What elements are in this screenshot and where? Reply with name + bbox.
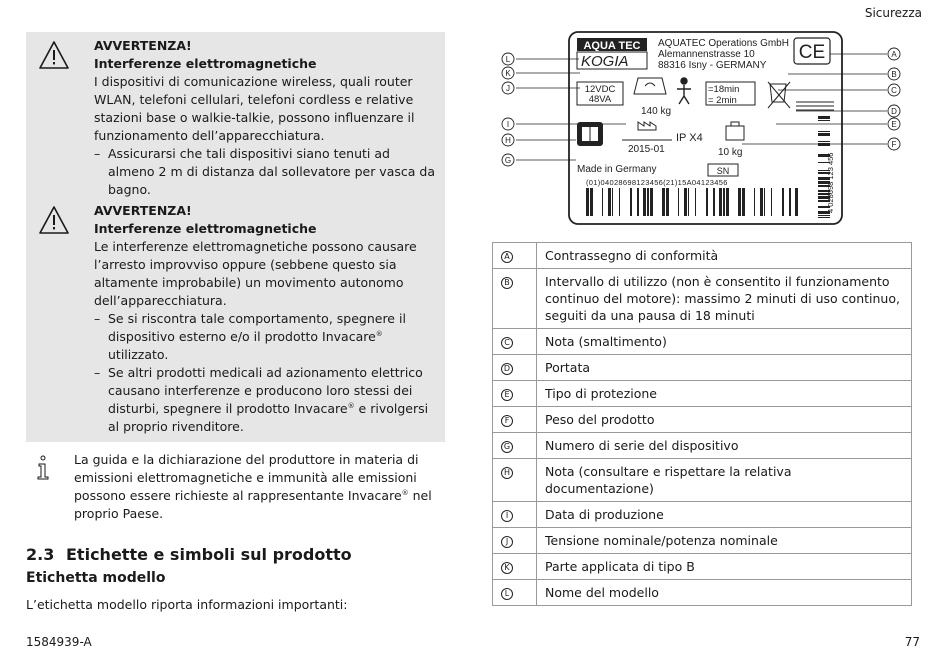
legend-key: J: [501, 536, 513, 548]
label-model: KOGIA: [581, 53, 629, 70]
label-callout-letter: L: [505, 55, 511, 64]
legend-row: [493, 502, 912, 528]
label-callout-letter: C: [891, 86, 897, 95]
warning-title: AVVERTENZA!: [94, 38, 192, 53]
legend-row: [493, 407, 912, 433]
legend-key: E: [501, 389, 513, 401]
legend-row: [493, 459, 912, 502]
legend-description: Parte applicata di tipo B: [537, 554, 912, 580]
legend-row: [493, 554, 912, 580]
label-callout-letter: E: [891, 120, 897, 129]
section-heading: 2.3 Etichette e simboli sul prodotto: [26, 545, 352, 564]
legend-key: F: [501, 415, 513, 427]
label-company-line1: AQUATEC Operations GmbH: [658, 38, 789, 49]
label-callout-letter: G: [504, 156, 512, 165]
label-ce-mark: CE: [798, 42, 826, 63]
document-number: 1584939-A: [26, 635, 92, 649]
page-number: 77: [904, 635, 920, 649]
lead-text: L’etichetta modello riporta informazioni importanti:: [26, 597, 348, 612]
label-callout-letter: A: [891, 50, 897, 59]
warning-box-2: [26, 197, 445, 442]
legend-row: [493, 433, 912, 459]
legend-row: [493, 243, 912, 269]
legend-description: Tipo di protezione: [537, 381, 912, 407]
legend-row: [493, 269, 912, 329]
legend-row: [493, 355, 912, 381]
label-duty-off: = 2min: [708, 95, 737, 106]
label-brand: AQUA TEC: [583, 40, 641, 52]
product-label-illustration: [496, 28, 916, 234]
consult-documentation-icon: [577, 122, 603, 146]
label-callout-letter: F: [891, 140, 897, 149]
label-callout-letter: H: [505, 136, 511, 145]
legend-description: Intervallo di utilizzo (non è consentito il funzionamento continuo del motore): massimo 2 minuti di uso continuo, seguiti da una pausa di 18 minuti: [537, 269, 912, 329]
legend-description: Contrassegno di conformità: [537, 243, 912, 269]
label-vertical-barcode-text: 4 028698 123 456: [826, 152, 835, 213]
label-callout-letter: D: [891, 107, 897, 116]
warning-title: AVVERTENZA!: [94, 203, 192, 218]
warning-triangle-icon: [38, 205, 70, 235]
legend-row: [493, 580, 912, 606]
legend-description: Data di produzione: [537, 502, 912, 528]
legend-row: [493, 329, 912, 355]
subsection-heading: Etichetta modello: [26, 570, 166, 586]
label-production-date: 2015-01: [628, 144, 665, 155]
label-weight-capacity: 140 kg: [641, 106, 672, 117]
label-sn: SN: [716, 166, 730, 176]
legend-key: H: [501, 467, 513, 479]
legend-description: Numero di serie del dispositivo: [537, 433, 912, 459]
legend-row: [493, 528, 912, 554]
legend-key: A: [501, 251, 513, 263]
warning-box-1: [26, 32, 445, 205]
legend-key: G: [501, 441, 513, 453]
legend-key: L: [501, 588, 513, 600]
warning-bullet: – Assicurarsi che tali dispositivi siano tenuti ad almeno 2 m di distanza dal sollevatore per vasca da bagno.: [94, 145, 435, 199]
legend-description: Nome del modello: [537, 580, 912, 606]
legend-description: Nota (consultare e rispettare la relativa documentazione): [537, 459, 912, 502]
warning-subtitle: Interferenze elettromagnetiche: [94, 221, 317, 236]
warning-body: I dispositivi di comunicazione wireless, quali router WLAN, telefoni cellulari, telefoni cordless e relative stazioni base o walkie-talkie, possono influenzare il funzionamento dell’apparecchiatura.: [94, 74, 415, 143]
legend-description: Nota (smaltimento): [537, 329, 912, 355]
label-power: 48VA: [588, 94, 612, 105]
warning-body: Le interferenze elettromagnetiche possono causare l’arresto improvviso oppure (sebbene questo sia altamente improbabile) un movimento autonomo dell’apparecchiatura.: [94, 239, 417, 308]
label-duty-on: =18min: [708, 84, 740, 95]
warning-bullets: [94, 310, 435, 436]
label-company-line3: 88316 Isny - GERMANY: [658, 60, 767, 71]
label-voltage: 12VDC: [584, 84, 616, 95]
info-note: La guida e la dichiarazione del produttore in materia di emissioni elettromagnetiche e immunità alle emissioni possono essere richieste al rappresentante Invacare® nel proprio Paese.: [26, 451, 445, 523]
legend-description: Portata: [537, 355, 912, 381]
label-callout-letter: K: [505, 69, 511, 78]
warning-bullets: [94, 145, 435, 199]
legend-key: K: [501, 562, 513, 574]
legend-row: [493, 381, 912, 407]
warning-triangle-icon: [38, 40, 70, 70]
label-made-in: Made in Germany: [577, 164, 657, 175]
legend-description: Tensione nominale/potenza nominale: [537, 528, 912, 554]
label-product-weight: 10 kg: [718, 147, 743, 158]
label-ip-rating: IP X4: [676, 132, 703, 144]
warning-bullet: – Se altri prodotti medicali ad azionamento elettrico causano interferenze e producono loro stessi dei disturbi, spegnere il prodotto Invacare® e rivolgersi al proprio rivenditore.: [94, 364, 435, 436]
legend-key: B: [501, 277, 513, 289]
legend-key: I: [501, 510, 513, 522]
info-icon: [36, 455, 52, 481]
label-callout-letter: B: [891, 70, 897, 79]
legend-key: D: [501, 363, 513, 375]
label-company-line2: Alemannenstrasse 10: [658, 49, 755, 60]
warning-bullet: – Se si riscontra tale comportamento, spegnere il dispositivo esterno e/o il prodotto Invacare® utilizzato.: [94, 310, 435, 364]
label-legend-table: [492, 242, 912, 606]
header-section-title: Sicurezza: [864, 6, 922, 20]
label-callout-letter: J: [506, 84, 510, 93]
label-barcode-text: (01)04028698123456(21)15A04123456: [586, 178, 728, 187]
legend-description: Peso del prodotto: [537, 407, 912, 433]
legend-key: C: [501, 337, 513, 349]
warning-subtitle: Interferenze elettromagnetiche: [94, 56, 317, 71]
label-callout-letter: I: [506, 120, 510, 129]
